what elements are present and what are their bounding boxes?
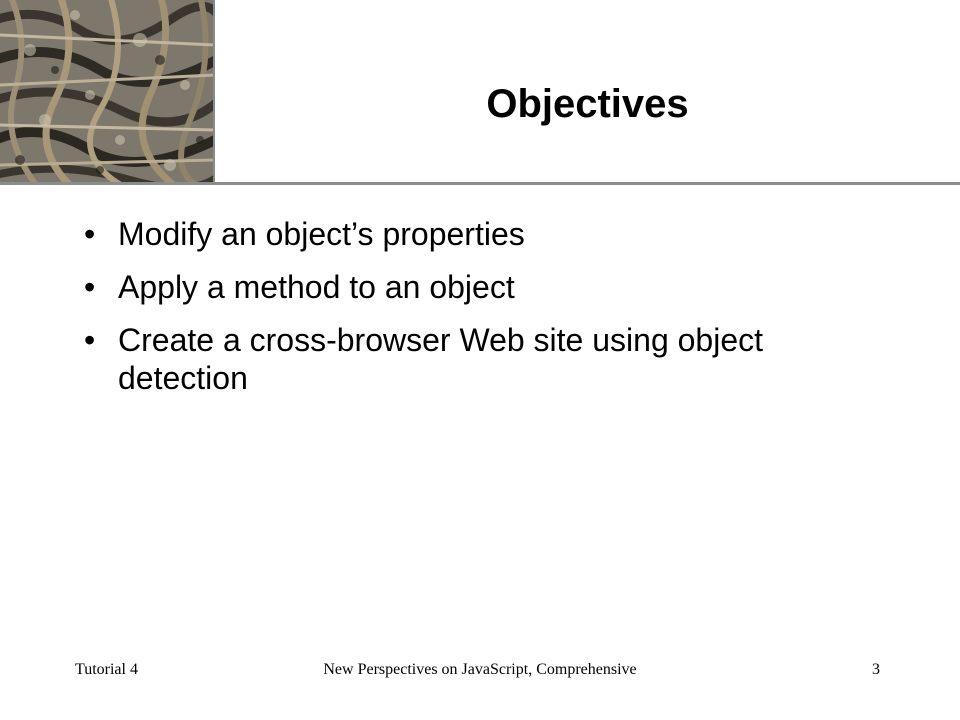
bullet-text: Apply a method to an object <box>118 269 515 305</box>
list-item <box>84 268 824 306</box>
footer-page-number: 3 <box>872 661 880 678</box>
objectives-list <box>84 215 824 412</box>
footer-tutorial-label: Tutorial 4 <box>75 661 138 678</box>
footer-book-title: New Perspectives on JavaScript, Comprehensive <box>323 661 637 678</box>
slide-title: Objectives <box>486 82 689 126</box>
bullet-icon: • <box>84 216 96 252</box>
list-item <box>84 321 824 397</box>
list-item <box>84 215 824 253</box>
horizontal-divider <box>0 182 960 185</box>
bullet-icon: • <box>84 322 96 358</box>
bullet-icon: • <box>84 269 96 305</box>
letters-collage-icon <box>0 0 215 183</box>
bullet-text: Create a cross-browser Web site using object detection <box>118 322 764 396</box>
bullet-text: Modify an object’s properties <box>118 216 525 252</box>
